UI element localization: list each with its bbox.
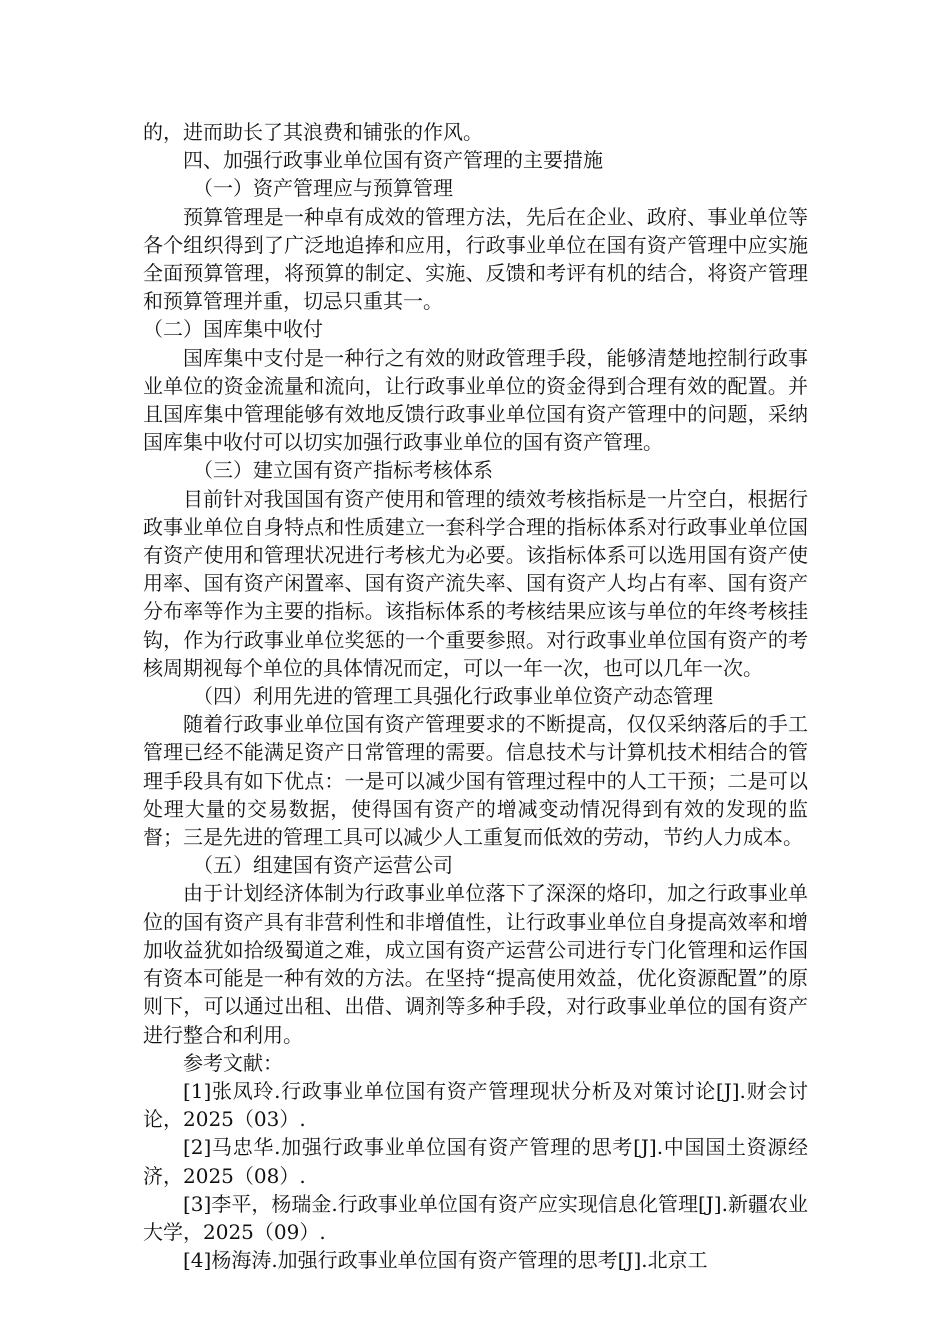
subsection-heading: （二）国库集中收付 bbox=[143, 317, 323, 342]
body-paragraph: 随着行政事业单位国有资产管理要求的不断提高，仅仅采纳落后的手工管理已经不能满足资产日常管理的需要。信息技术与计算机技术相结合的管理手段具有如下优点：一是可以减少国有管理过程中的人工干预；二是可以处理大量的交易数据，使得国有资产的增减变动情况得到有效的发现的监督；三是先进的管理工具可以减少人工重复而低效的劳动，节约人力成本。 bbox=[143, 712, 808, 850]
subsection-heading: （五）组建国有资产运营公司 bbox=[193, 853, 453, 878]
references-heading: 参考文献： bbox=[183, 1050, 283, 1075]
body-paragraph: 目前针对我国国有资产使用和管理的绩效考核指标是一片空白，根据行政事业单位自身特点和性质建立一套科学合理的指标体系对行政事业单位国有资产使用和管理状况进行考核尤为必要。该指标体系可以选用国有资产使用率、国有资产闲置率、国有资产流失率、国有资产人均占有率、国有资产分布率等作为主要的指标。该指标体系的考核结果应该与单位的年终考核挂钩，作为行政事业单位奖惩的一个重要参照。对行政事业单位国有资产的考核周期视每个单位的具体情况而定，可以一年一次，也可以几年一次。 bbox=[143, 486, 808, 680]
reference-item: [4]杨海涛.加强行政事业单位国有资产管理的思考[J].北京工 bbox=[183, 1248, 708, 1273]
body-paragraph: 预算管理是一种卓有成效的管理方法，先后在企业、政府、事业单位等各个组织得到了广泛地追捧和应用，行政事业单位在国有资产管理中应实施全面预算管理，将预算的制定、实施、反馈和考评有机的结合，将资产管理和预算管理并重，切忌只重其一。 bbox=[143, 204, 808, 314]
section-heading: 四、加强行政事业单位国有资产管理的主要措施 bbox=[183, 148, 603, 173]
reference-item: [2]马忠华.加强行政事业单位国有资产管理的思考[J].中国国土资源经济，2025（08）. bbox=[143, 1135, 808, 1188]
subsection-heading: （一）资产管理应与预算管理 bbox=[193, 176, 453, 201]
document-page bbox=[143, 118, 808, 1274]
body-paragraph: 由于计划经济体制为行政事业单位落下了深深的烙印，加之行政事业单位的国有资产具有非营利性和非增值性，让行政事业单位自身提高效率和增加收益犹如拾级蜀道之难，成立国有资产运营公司进行专门化管理和运作国有资本可能是一种有效的方法。在坚持“提高使用效益，优化资源配置”的原则下，可以通过出租、出借、调剂等多种手段，对行政事业单位的国有资产进行整合和利用。 bbox=[143, 881, 808, 1047]
reference-item: [3]李平，杨瑞金.行政事业单位国有资产应实现信息化管理[J].新疆农业大学，2025（09）. bbox=[143, 1191, 808, 1244]
body-paragraph: 的，进而助长了其浪费和铺张的作风。 bbox=[143, 120, 483, 144]
reference-item: [1]张凤玲.行政事业单位国有资产管理现状分析及对策讨论[J].财会讨论，2025（03）. bbox=[143, 1078, 808, 1132]
subsection-heading: （三）建立国有资产指标考核体系 bbox=[193, 458, 493, 483]
subsection-heading: （四）利用先进的管理工具强化行政事业单位资产动态管理 bbox=[193, 684, 713, 709]
body-paragraph: 国库集中支付是一种行之有效的财政管理手段，能够清楚地控制行政事业单位的资金流量和流向，让行政事业单位的资金得到合理有效的配置。并且国库集中管理能够有效地反馈行政事业单位国有资产管理中的问题，采纳国库集中收付可以切实加强行政事业单位的国有资产管理。 bbox=[143, 345, 808, 455]
